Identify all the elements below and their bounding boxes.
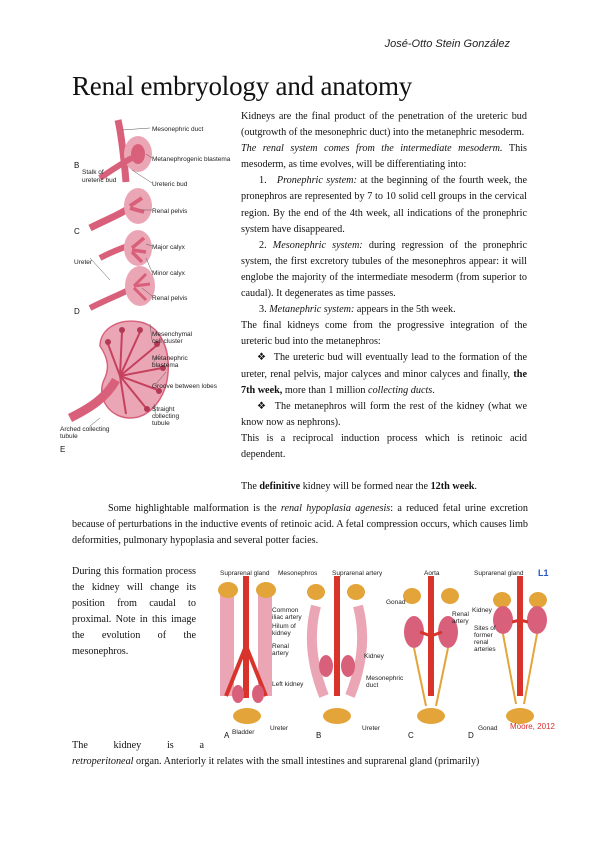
list-item-metanephric <box>241 302 527 318</box>
intro-paragraph-1: Kidneys are the final product of the penetration of the ureteric bud (outgrowth of the mesonephric duct) into the metanephric mesoderm. <box>241 111 527 139</box>
intro-paragraph-2-rest: This mesoderm, as time evolves, will be differentiating into: <box>241 143 527 171</box>
intro-paragraph-2 <box>241 141 527 173</box>
figure-credit: Moore, 2012 <box>510 722 555 731</box>
label-sites-4: arteries <box>474 646 496 653</box>
intro-paragraph-5 <box>241 479 527 495</box>
kidney-ascent-figure <box>212 566 560 744</box>
label-sites: Sites of <box>474 625 496 632</box>
label-arched: Arched collecting <box>60 426 110 433</box>
label-straight-2: collecting <box>152 413 180 420</box>
label-straight-3: tubule <box>152 420 170 427</box>
intermediate-mesoderm-italic: The renal system comes from the intermediate mesoderm. <box>241 143 503 155</box>
item-2-text: during regression of the pronephric system, the first excretory tubules of the mesonephros appear: it will englobe the majority of the intermediate mesoderm (from superior to caudal). It degenerates as time passes. <box>241 239 528 300</box>
malformation-italic: renal hypoplasia agenesis <box>280 503 391 514</box>
bullet-2-text: The metanephros will form the rest of the kidney (what we know now as nephrons). <box>241 400 527 428</box>
p5-bold-definitive: definitive <box>259 481 301 493</box>
bullet-1-bold: the 7th week, <box>241 368 527 396</box>
label-sites-3: renal <box>474 639 489 646</box>
panel-b-drawing <box>307 576 365 724</box>
intro-paragraph-3: The final kidneys come from the progressive integration of the ureteric bud into the metanephros: <box>241 320 527 348</box>
label-suprarenal-gland-2: Suprarenal gland <box>474 570 524 577</box>
item-2-label: Mesonephric system: <box>272 239 363 251</box>
label-suprarenal-artery: Suprarenal artery <box>332 570 383 577</box>
bottom-text-block <box>72 738 528 770</box>
panel-letter-b: B <box>74 161 80 170</box>
intro-paragraph-4: This is a reciprocal induction process which is retinoic acid dependent. <box>241 432 527 460</box>
bullet-ureteric-bud <box>241 350 527 398</box>
bullet-1-text-b: more than 1 million <box>282 384 369 396</box>
label-metanephric-2: blastema <box>152 362 179 369</box>
label-left-kidney: Left kidney <box>272 681 304 688</box>
label-straight: Straight <box>152 406 175 413</box>
kidney-development-figure <box>60 118 240 458</box>
label-hilum: Hilum of <box>272 623 296 630</box>
author-name: José-Otto Stein González <box>384 38 510 50</box>
label-ureter: Ureter <box>74 259 93 266</box>
label-renal-artery-3: Renal <box>452 611 469 618</box>
bottom-line-1: The kidney is a <box>72 740 204 751</box>
panel-letter-d: D <box>468 731 474 740</box>
p5-text-b: kidney will be formed near the <box>300 481 431 493</box>
item-1-text: at the beginning of the fourth week, the pronephros are represented by 7 to 10 solid cell groups in the cervical region. By the end of the 4th week, all indications of the pronephric system have disappeared. <box>241 175 528 235</box>
intro-text-block <box>241 109 527 495</box>
label-renal-pelvis: Renal pelvis <box>152 208 188 215</box>
label-groove: Groove between lobes <box>152 383 218 390</box>
bottom-line-2-rest: organ. Anteriorly it relates with the small intestines and suprarenal gland (primarily) <box>133 756 480 768</box>
label-renal-artery-4: artery <box>452 618 469 625</box>
label-metanephrogenic-blastema: Metanephrogenic blastema <box>152 156 231 163</box>
malformation-text-b: : a reduced fetal urine excretion because of perturbations in the inductive events of retinoic acid. A fetal compression occurs, which causes limb deformities, pulmonary hypoplasia and several potter facies. <box>72 503 528 547</box>
panel-letter-e: E <box>60 445 66 454</box>
panel-letter-c: C <box>74 227 80 236</box>
label-mesonephric-duct-2: duct <box>366 682 379 689</box>
tag-l1: L1 <box>538 568 549 578</box>
p5-text-c: . <box>474 481 477 493</box>
retroperitoneal-italic: retroperitoneal <box>72 756 134 768</box>
malformation-block <box>72 501 528 549</box>
bullet-icon: ❖ <box>257 352 268 364</box>
panel-letter-d: D <box>74 307 80 316</box>
item-3-text: appears in the 5th week. <box>354 304 456 316</box>
malformation-paragraph <box>72 501 528 549</box>
label-kidney-2: Kidney <box>472 607 492 614</box>
migration-paragraph: During this formation process the kidney will change its position from caudal to proximal. Note in this image the evolution of the mesonephros. <box>72 566 196 658</box>
label-renal-pelvis-2: Renal pelvis <box>152 295 188 302</box>
label-common-iliac: Common <box>272 607 299 614</box>
label-mesonephric-duct: Mesonephric <box>366 675 404 682</box>
label-aorta: Aorta <box>424 570 440 577</box>
label-major-calyx: Major calyx <box>152 244 185 251</box>
panel-a-drawing <box>218 576 276 724</box>
item-1-number: 1. <box>259 175 267 187</box>
bullet-icon: ❖ <box>257 400 268 412</box>
bottom-line-2 <box>72 754 528 770</box>
item-2-number: 2. <box>259 239 267 251</box>
p5-bold-12th-week: 12th week <box>430 481 475 493</box>
bullet-metanephros <box>241 399 527 431</box>
label-renal-artery: Renal <box>272 643 289 650</box>
page-title: Renal embryology and anatomy <box>72 71 413 101</box>
label-ureter-2: Ureter <box>362 725 381 732</box>
label-gonad-2: Gonad <box>478 725 498 732</box>
label-mesonephric-duct: Mesonephric duct <box>152 126 204 133</box>
panel-c-drawing <box>403 576 459 724</box>
label-mesonephros: Mesonephros <box>278 570 318 577</box>
item-3-number: 3. <box>259 304 267 316</box>
label-sites-2: former <box>474 632 493 639</box>
item-1-label: Pronephric system: <box>276 175 357 187</box>
list-item-mesonephric <box>241 238 527 302</box>
label-stalk: Stalk of <box>82 169 104 176</box>
p5-text-a: The <box>241 481 260 493</box>
bullet-1-text-c: . <box>432 384 435 396</box>
label-common-iliac-2: iliac artery <box>272 614 302 621</box>
label-renal-artery-2: artery <box>272 650 289 657</box>
label-stalk-2: ureteric bud <box>82 177 117 184</box>
panel-letter-a: A <box>224 731 230 740</box>
label-hilum-2: kidney <box>272 630 291 637</box>
panel-letter-b: B <box>316 731 322 740</box>
label-mesenchymal-2: cell cluster <box>152 338 183 345</box>
label-metanephric: Metanephric <box>152 355 188 362</box>
panel-d-drawing <box>493 576 547 724</box>
item-3-label: Metanephric system: <box>269 304 355 316</box>
label-suprarenal-gland: Suprarenal gland <box>220 570 270 577</box>
bullet-1-italic: collecting ducts <box>368 384 433 396</box>
malformation-text-a: Some highlightable malformation is the <box>108 503 281 514</box>
label-mesenchymal: Mesenchymal <box>152 331 193 338</box>
label-arched-2: tubule <box>60 433 78 440</box>
label-gonad: Gonad <box>386 599 406 606</box>
label-kidney: Kidney <box>364 653 384 660</box>
migration-text-block <box>72 564 196 661</box>
label-ureteric-bud: Ureteric bud <box>152 181 188 188</box>
label-minor-calyx: Minor calyx <box>152 270 185 277</box>
bullet-1-text-a: The ureteric bud will eventually lead to the formation of the ureter, renal pelvis, major calyces and minor calyces and finally, <box>241 352 527 380</box>
label-ureter: Ureter <box>270 725 289 732</box>
list-item-pronephric <box>241 173 527 237</box>
panel-letter-c: C <box>408 731 414 740</box>
label-bladder: Bladder <box>232 729 255 736</box>
